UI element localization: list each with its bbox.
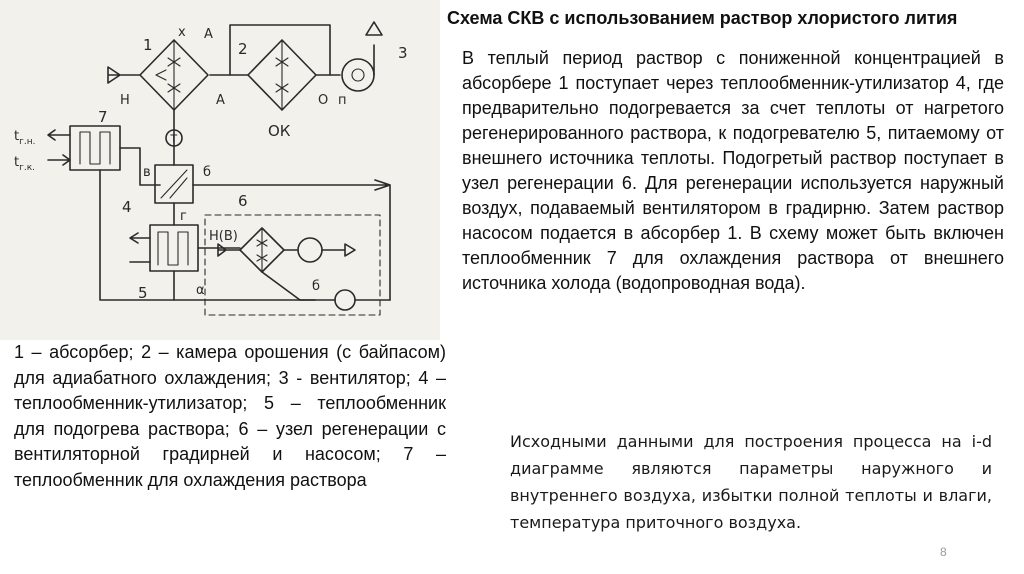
air-conditioning-scheme-diagram: [0, 0, 440, 340]
label-x: х: [178, 25, 186, 40]
label-a-mid: А: [216, 93, 225, 108]
label-g: г: [180, 209, 187, 224]
description-text: В теплый период раствор с пониженной концентрацией в абсорбере 1 поступает через теплообменник-утилизатор 4, где предварительно подогревается за счет теплоты от нагретого регенерированного раствора, к подогревателю 5, питаемому от внешнего источника теплоты. Подогретый раствор поступает в узел регенерации 6. Для регенерации используется наружный воздух, подаваемый вентилятором в градирню. Затем раствор насосом подается в абсорбер 1. В схему может быть включен теплообменник 7 для охлаждения раствора от внешнего источника холода (водопроводная вода).: [462, 48, 1004, 293]
label-v: в: [143, 165, 151, 180]
air-inlet-arrow: [108, 67, 140, 83]
label-3: 3: [398, 44, 408, 62]
slide-title: Схема СКВ с использованием раствор хлористого лития: [447, 8, 958, 28]
label-p: п: [338, 93, 347, 108]
label-2: 2: [238, 40, 248, 58]
label-t: т: [170, 131, 178, 146]
label-a-top: А: [204, 27, 213, 42]
return-line: [100, 170, 174, 300]
label-4: 4: [122, 198, 132, 216]
label-1: 1: [143, 36, 153, 54]
legend-text: 1 – абсорбер; 2 – камера орошения (с байпасом) для адиабатного охлаждения; 3 - вентилятор; 4 – теплообменник-утилизатор; 5 – теплообменник для подогрева раствора; 6 – узел регенерации с вентиляторной градирней и насосом; 7 – теплообменник для охлаждения раствора: [14, 342, 446, 490]
label-o: О: [318, 93, 329, 108]
label-5: 5: [138, 284, 148, 302]
label-tgn: $t_{г.н.}$: [14, 129, 36, 147]
label-h: Н: [120, 93, 130, 108]
note-text: Исходными данными для построения процесса на i-d диаграмме являются параметры наружного и внутреннего воздуха, избытки полной теплоты и влаги, температура приточного воздуха.: [510, 432, 992, 532]
label-7: 7: [98, 108, 108, 126]
label-hv: Н(В): [209, 229, 238, 244]
label-tgk: $t_{г.к.}$: [14, 155, 35, 173]
label-b: б: [203, 165, 212, 180]
page-number: 8: [940, 545, 947, 559]
label-6: 6: [238, 192, 248, 210]
label-b2: б: [312, 279, 321, 294]
label-ok: ОК: [268, 122, 291, 140]
label-alpha: α: [196, 283, 205, 298]
fan-3: [342, 22, 382, 91]
